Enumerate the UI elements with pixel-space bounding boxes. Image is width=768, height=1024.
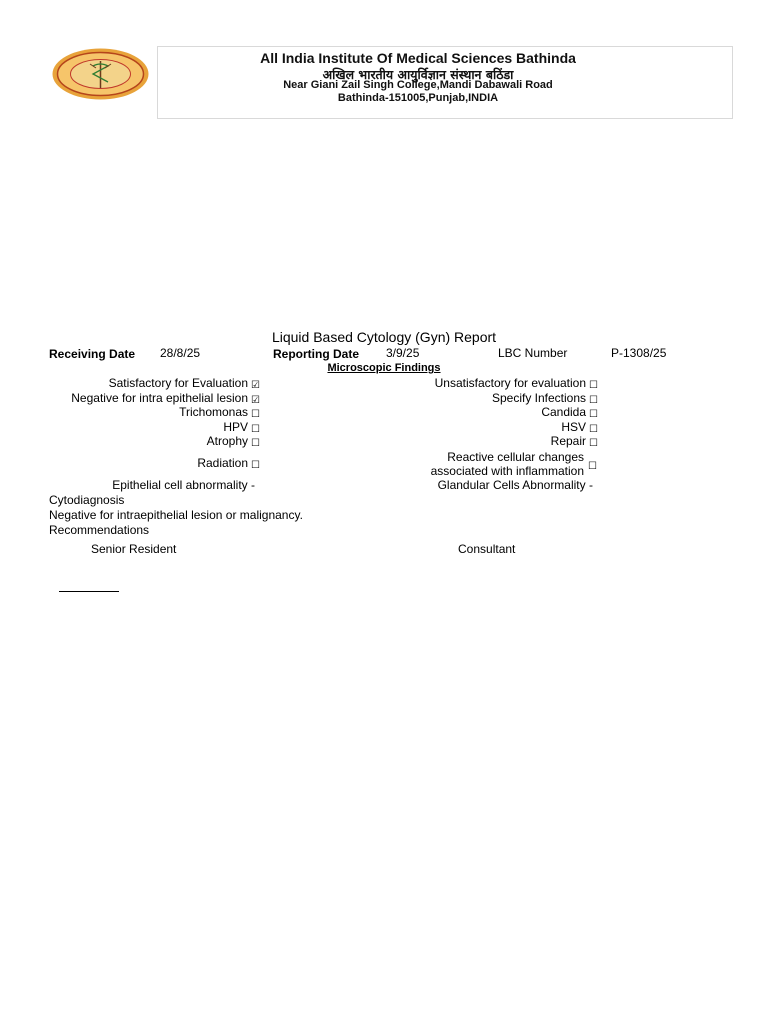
cytodiagnosis-label: Cytodiagnosis — [49, 493, 125, 507]
finding-candida: Candida ☐ — [541, 405, 598, 420]
recommendations-label: Recommendations — [49, 523, 150, 537]
finding-reactive-changes — [431, 450, 584, 478]
finding-satisfactory: Satisfactory for Evaluation ☑ — [108, 376, 260, 391]
checkbox-empty-icon: ☐ — [588, 461, 597, 472]
lbc-number-value: P-1308/25 — [611, 346, 667, 360]
cytodiagnosis-text: Negative for intraepithelial lesion or malignancy. — [49, 508, 303, 522]
reporting-date-value: 3/9/25 — [386, 346, 420, 360]
lbc-number-label: LBC Number — [498, 346, 568, 360]
checkbox-checked-icon: ☑ — [251, 380, 260, 391]
institute-name: All India Institute Of Medical Sciences Bathinda — [260, 50, 576, 66]
report-title: Liquid Based Cytology (Gyn) Report — [271, 329, 497, 345]
signature-line — [59, 591, 119, 592]
address-line-1: Near Giani Zail Singh College,Mandi Dabawali Road — [283, 79, 553, 91]
senior-resident-label: Senior Resident — [91, 542, 177, 556]
reporting-date-label: Reporting Date — [273, 347, 360, 361]
checkbox-empty-icon: ☐ — [589, 380, 598, 391]
checkbox-empty-icon: ☐ — [589, 409, 598, 420]
header-banner — [157, 46, 733, 119]
checkbox-empty-icon: ☐ — [251, 438, 260, 449]
checkbox-checked-icon: ☑ — [251, 395, 260, 406]
finding-specify-infections: Specify Infections ☐ — [491, 391, 598, 406]
checkbox-empty-icon: ☐ — [251, 460, 260, 471]
checkbox-empty-icon: ☐ — [589, 395, 598, 406]
finding-unsatisfactory: Unsatisfactory for evaluation ☐ — [434, 376, 598, 391]
finding-atrophy: Atrophy ☐ — [206, 434, 260, 449]
finding-hpv: HPV ☐ — [223, 420, 260, 435]
checkbox-empty-icon: ☐ — [589, 424, 598, 435]
checkbox-empty-icon: ☐ — [589, 438, 598, 449]
finding-radiation: Radiation ☐ — [197, 456, 260, 471]
address-line-2: Bathinda-151005,Punjab,INDIA — [337, 92, 499, 104]
checkbox-empty-icon: ☐ — [251, 409, 260, 420]
consultant-label: Consultant — [458, 542, 516, 556]
finding-hsv: HSV ☐ — [561, 420, 598, 435]
finding-negative-intraepithelial: Negative for intra epithelial lesion ☑ — [71, 391, 260, 406]
finding-trichomonas: Trichomonas ☐ — [179, 405, 260, 420]
finding-reactive-line1: Reactive cellular changes — [447, 450, 584, 464]
checkbox-empty-icon: ☐ — [251, 424, 260, 435]
finding-repair: Repair ☐ — [550, 434, 598, 449]
receiving-date-value: 28/8/25 — [160, 346, 201, 360]
receiving-date-label: Receiving Date — [49, 347, 136, 361]
institute-name-hindi: अखिल भारतीय आयुर्विज्ञान संस्थान बठिंडा — [322, 67, 514, 82]
glandular-abnormality: Glandular Cells Abnormality - — [437, 478, 593, 492]
microscopic-findings-heading: Microscopic Findings — [327, 362, 441, 374]
finding-reactive-line2: associated with inflammation — [430, 464, 584, 478]
epithelial-abnormality: Epithelial cell abnormality - — [112, 478, 255, 492]
